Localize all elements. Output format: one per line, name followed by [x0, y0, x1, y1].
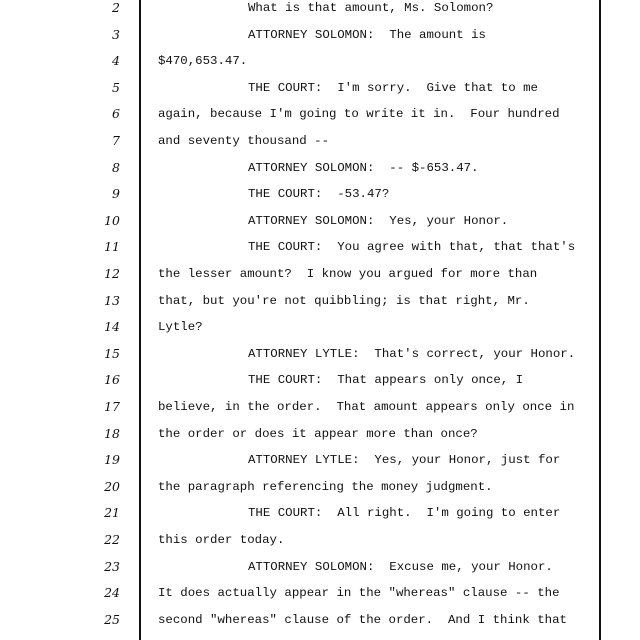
line-text: again, because I'm going to write it in. Four hundred	[158, 107, 560, 122]
line-text: What is that amount, Ms. Solomon?	[248, 1, 494, 15]
line-text: the paragraph referencing the money judgment.	[158, 479, 493, 494]
line-number: 12	[104, 266, 120, 281]
transcript-line	[0, 533, 640, 560]
transcript-line	[0, 373, 640, 400]
line-number: 22	[104, 532, 120, 547]
line-number: 10	[104, 212, 120, 228]
line-text: $470,653.47.	[158, 54, 248, 69]
line-text: second "whereas" clause of the order. And I think that	[158, 612, 567, 627]
line-number: 9	[112, 186, 120, 202]
transcript-line	[0, 320, 640, 347]
transcript-line	[0, 294, 640, 321]
line-text: ATTORNEY LYTLE: That's correct, your Honor.	[248, 346, 576, 361]
line-text: ATTORNEY SOLOMON: The amount is	[248, 27, 486, 42]
line-number: 20	[104, 478, 120, 494]
line-text: ATTORNEY SOLOMON: -- $-653.47.	[248, 160, 479, 175]
transcript-line	[0, 54, 640, 81]
transcript-line	[0, 1, 640, 28]
line-text: the order or does it appear more than once?	[158, 426, 478, 441]
line-number: 6	[112, 106, 120, 122]
line-text: ATTORNEY SOLOMON: Excuse me, your Honor.	[248, 559, 553, 574]
line-text: ATTORNEY SOLOMON: Yes, your Honor.	[248, 213, 509, 228]
transcript-line	[0, 560, 640, 587]
transcript-line	[0, 480, 640, 507]
line-text: that, but you're not quibbling; is that right, Mr.	[158, 293, 530, 308]
line-number: 25	[104, 611, 120, 627]
transcript-line	[0, 347, 640, 374]
line-number: 8	[112, 159, 120, 175]
line-number: 4	[112, 53, 120, 69]
line-number: 14	[104, 319, 120, 335]
transcript-line	[0, 161, 640, 188]
line-number: 15	[104, 345, 120, 361]
line-number: 5	[112, 79, 120, 95]
transcript-line	[0, 267, 640, 294]
line-text: THE COURT: You agree with that, that that's	[248, 240, 576, 255]
line-text: ATTORNEY LYTLE: Yes, your Honor, just for	[248, 453, 561, 468]
transcript-line	[0, 134, 640, 161]
line-text: THE COURT: All right. I'm going to enter	[248, 506, 561, 521]
line-text: It does actually appear in the "whereas" clause -- the	[158, 586, 560, 601]
line-text: THE COURT: I'm sorry. Give that to me	[248, 80, 538, 95]
line-number: 16	[104, 372, 120, 388]
transcript-line	[0, 187, 640, 214]
line-number: 17	[104, 399, 120, 414]
line-text: and seventy thousand --	[158, 134, 330, 148]
line-number: 3	[112, 26, 120, 42]
line-text: Lytle?	[158, 320, 203, 335]
transcript-line	[0, 427, 640, 454]
transcript-line	[0, 240, 640, 267]
line-number: 24	[104, 585, 120, 601]
transcript-line	[0, 586, 640, 613]
line-number: 18	[104, 425, 120, 441]
line-number: 23	[104, 558, 120, 574]
line-number: 11	[104, 239, 120, 255]
line-text: THE COURT: That appears only once, I	[248, 373, 524, 388]
transcript-line	[0, 400, 640, 427]
transcript-line	[0, 214, 640, 241]
line-number: 13	[104, 292, 120, 308]
transcript-line	[0, 506, 640, 533]
line-text: the lesser amount? I know you argued for more than	[158, 267, 538, 281]
transcript-line	[0, 81, 640, 108]
transcript-line	[0, 613, 640, 640]
line-text: this order today.	[158, 533, 285, 547]
line-number: 7	[112, 133, 120, 148]
transcript-line	[0, 107, 640, 134]
line-number: 2	[112, 0, 120, 15]
line-number: 21	[104, 505, 120, 521]
line-text: THE COURT: -53.47?	[248, 187, 390, 202]
transcript-line	[0, 28, 640, 55]
line-text: believe, in the order. That amount appears only once in	[158, 400, 575, 414]
line-number: 19	[104, 452, 120, 468]
transcript-line	[0, 453, 640, 480]
